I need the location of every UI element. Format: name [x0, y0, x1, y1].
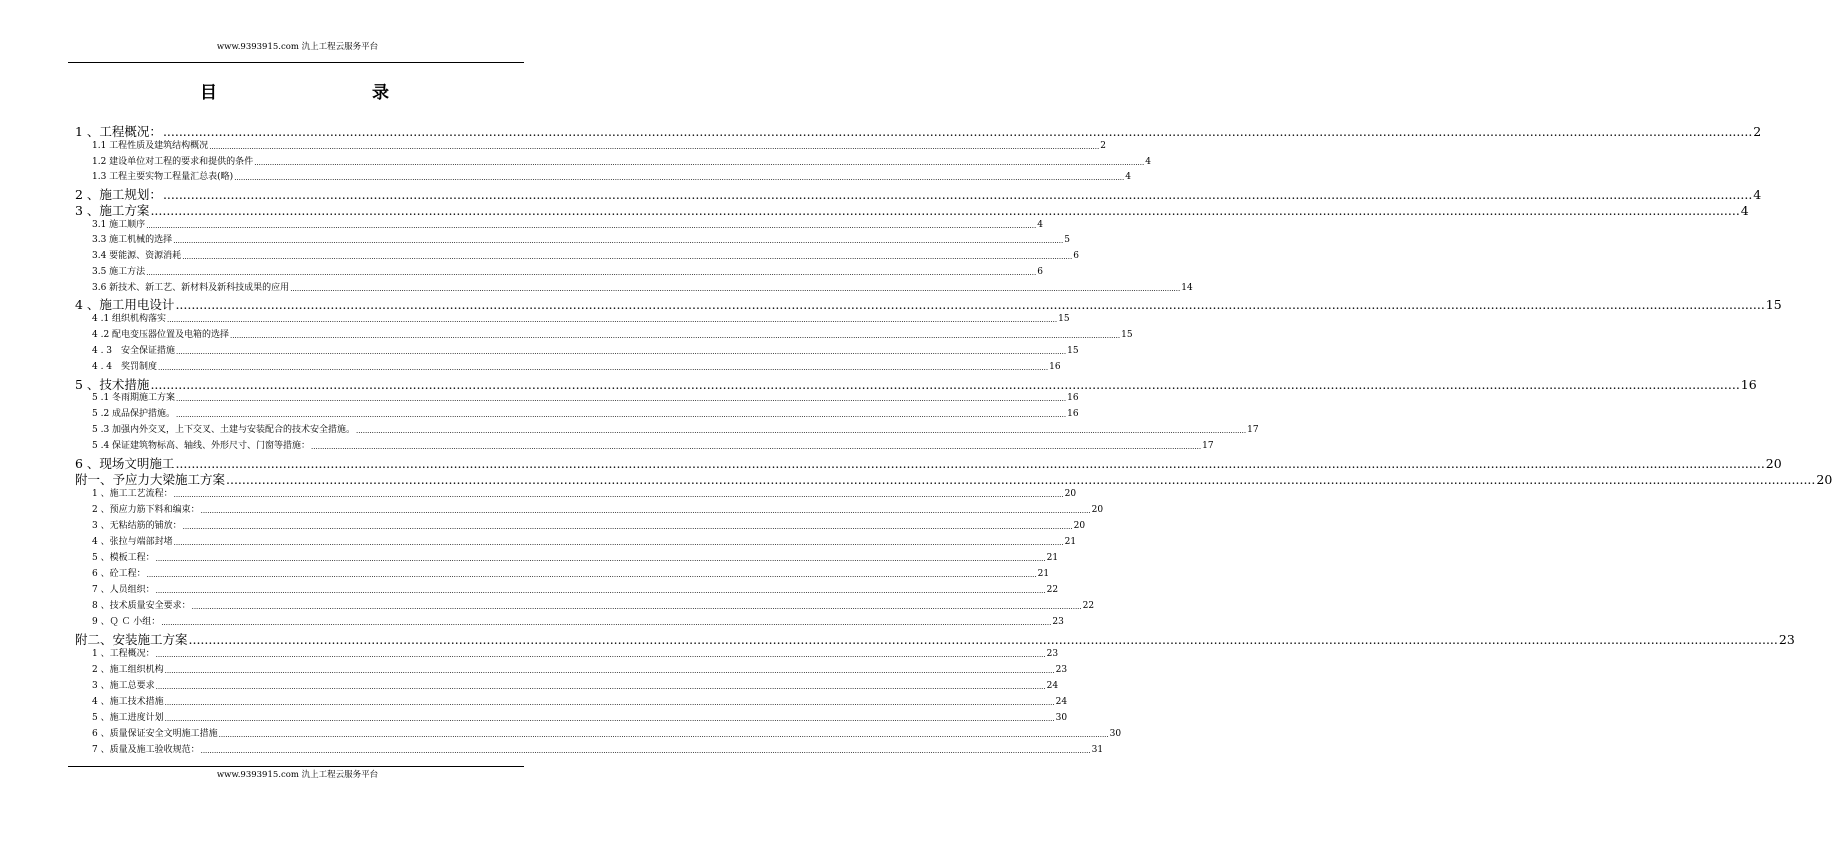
toc-leader-dots: ................................................................................................................................................................................................................................................................................................................................................................................................................ — [218, 731, 1109, 739]
toc-entry-chapter[interactable] — [75, 297, 1782, 312]
toc-entry-page-number: 15 — [1058, 314, 1070, 324]
toc-entry-page-number: 20 — [1091, 505, 1104, 515]
toc-entry-label: 2 、预应力筋下料和编束： — [92, 505, 200, 515]
toc-entry-label: 2 、施工组织机构 — [92, 665, 164, 675]
toc-entry-label: 4 、施工技术措施 — [92, 697, 164, 707]
toc-entry-page-number: 22 — [1082, 601, 1095, 611]
toc-leader-dots: ................................................................................................................................................................................................................................................................................................................................................................................................................ — [234, 174, 1125, 182]
footer-rule — [68, 766, 524, 767]
toc-entry-label: 5 、施工进度计划 — [92, 713, 164, 723]
toc-entry-chapter[interactable] — [75, 187, 1762, 202]
toc-entry-section[interactable] — [92, 536, 1077, 549]
toc-entry-label: 4 、张拉与端部封堵 — [92, 537, 173, 547]
toc-entry-label: 4 . 3 安全保证措施 — [92, 346, 176, 356]
toc-entry-section[interactable] — [92, 584, 1059, 597]
toc-entry-section[interactable] — [92, 219, 1043, 232]
toc-entry-label: 5 .3 加强内外交叉，上下交叉、土建与安装配合的技术安全措施。 — [92, 425, 356, 435]
toc-leader-dots: ................................................................................................................................................................................................................................................................................................................................................................................................................ — [173, 539, 1064, 547]
toc-leader-dots: ................................................................................................................................................................................................................................................................................................................................................................................................................ — [254, 159, 1145, 167]
toc-leader-dots: ................................................................................................................................................................................................................................................................................................................................................................................................................ — [188, 632, 1778, 647]
toc-entry-label: 附二、安装施工方案 — [75, 632, 188, 647]
toc-entry-label: 5 .4 保证建筑物标高、轴线、外形尺寸、门窗等措施： — [92, 441, 311, 451]
toc-entry-page-number: 21 — [1064, 537, 1077, 547]
toc-entry-chapter[interactable] — [75, 124, 1762, 139]
toc-entry-label: 3.4 要能源、资源消耗 — [92, 251, 182, 261]
toc-entry-page-number: 2 — [1753, 124, 1762, 139]
toc-entry-label: 1 、工程概况： — [75, 124, 162, 139]
toc-entry-label: 2 、施工规划： — [75, 187, 162, 202]
toc-entry-page-number: 16 — [1740, 377, 1757, 392]
toc-entry-section[interactable] — [92, 680, 1059, 693]
toc-leader-dots: ................................................................................................................................................................................................................................................................................................................................................................................................................ — [146, 571, 1037, 579]
toc-entry-page-number: 30 — [1055, 713, 1068, 723]
toc-leader-dots: ................................................................................................................................................................................................................................................................................................................................................................................................................ — [173, 491, 1064, 499]
toc-entry-page-number: 23 — [1055, 665, 1068, 675]
toc-entry-chapter[interactable] — [75, 472, 1832, 487]
toc-entry-page-number: 31 — [1091, 745, 1104, 755]
toc-leader-dots: ................................................................................................................................................................................................................................................................................................................................................................................................................ — [176, 411, 1067, 419]
toc-entry-label: 5 、技术措施 — [75, 377, 150, 392]
toc-entry-label: 4 . 4 奖罚制度 — [92, 362, 158, 372]
toc-entry-section[interactable] — [92, 664, 1068, 677]
toc-entry-section[interactable] — [92, 234, 1070, 247]
toc-entry-page-number: 20 — [1765, 456, 1782, 471]
toc-entry-section[interactable] — [92, 648, 1059, 661]
toc-entry-label: 附一、予应力大梁施工方案 — [75, 472, 226, 487]
toc-leader-dots: ................................................................................................................................................................................................................................................................................................................................................................................................................ — [162, 124, 1753, 139]
toc-leader-dots: ................................................................................................................................................................................................................................................................................................................................................................................................................ — [146, 269, 1037, 277]
toc-leader-dots: ................................................................................................................................................................................................................................................................................................................................................................................................................ — [209, 143, 1100, 151]
toc-entry-page-number: 17 — [1247, 425, 1259, 435]
toc-entry-section[interactable] — [92, 345, 1079, 358]
header-rule — [68, 62, 524, 63]
toc-entry-label: 3.5 施工方法 — [92, 267, 146, 277]
page-footer: www.9393915.com 氿上工程云服务平台 — [216, 770, 379, 780]
toc-entry-label: 6 、现场文明施工 — [75, 456, 175, 471]
toc-leader-dots: ................................................................................................................................................................................................................................................................................................................................................................................................................ — [200, 747, 1091, 755]
toc-entry-section[interactable] — [92, 361, 1061, 374]
toc-entry-section[interactable] — [92, 600, 1095, 613]
toc-leader-dots: ................................................................................................................................................................................................................................................................................................................................................................................................................ — [176, 395, 1067, 403]
toc-leader-dots: ................................................................................................................................................................................................................................................................................................................................................................................................................ — [164, 667, 1055, 675]
toc-leader-dots: ................................................................................................................................................................................................................................................................................................................................................................................................................ — [155, 683, 1046, 691]
toc-entry-label: 1 、施工工艺流程： — [92, 489, 173, 499]
toc-entry-label: 4 .2 配电变压器位置及电箱的选择 — [92, 330, 230, 340]
toc-leader-dots: ................................................................................................................................................................................................................................................................................................................................................................................................................ — [191, 603, 1082, 611]
toc-entry-chapter[interactable] — [75, 203, 1749, 218]
toc-leader-dots: ................................................................................................................................................................................................................................................................................................................................................................................................................ — [200, 507, 1091, 515]
toc-entry-label: 5 .2 成品保护措施。 — [92, 409, 176, 419]
toc-leader-dots: ................................................................................................................................................................................................................................................................................................................................................................................................................ — [175, 297, 1765, 312]
toc-entry-section[interactable] — [92, 408, 1079, 421]
toc-entry-label: 1 、工程概况： — [92, 649, 155, 659]
toc-entry-page-number: 20 — [1064, 489, 1077, 499]
page-header: www.9393915.com 氿上工程云服务平台 — [216, 42, 379, 52]
toc-leader-dots: ................................................................................................................................................................................................................................................................................................................................................................................................................ — [158, 364, 1049, 372]
toc-entry-section[interactable] — [92, 728, 1122, 741]
toc-entry-page-number: 16 — [1067, 409, 1079, 419]
toc-entry-section[interactable] — [92, 520, 1086, 533]
toc-entry-page-number: 15 — [1765, 297, 1782, 312]
toc-entry-label: 5 .1 冬雨期施工方案 — [92, 393, 176, 403]
toc-entry-section[interactable] — [92, 250, 1079, 263]
toc-leader-dots: ................................................................................................................................................................................................................................................................................................................................................................................................................ — [161, 619, 1052, 627]
toc-entry-label: 3.3 施工机械的选择 — [92, 235, 173, 245]
toc-leader-dots: ................................................................................................................................................................................................................................................................................................................................................................................................................ — [164, 699, 1055, 707]
toc-entry-label: 6 、质量保证安全文明施工措施 — [92, 729, 218, 739]
toc-leader-dots: ................................................................................................................................................................................................................................................................................................................................................................................................................ — [155, 651, 1046, 659]
toc-entry-section[interactable] — [92, 424, 1259, 437]
toc-entry-label: 5 、模板工程： — [92, 553, 155, 563]
toc-entry-page-number: 5 — [1064, 235, 1070, 245]
toc-entry-section[interactable] — [92, 266, 1043, 279]
toc-entry-label: 4 、施工用电设计 — [75, 297, 175, 312]
toc-entry-label: 3.1 施工顺序 — [92, 220, 146, 230]
toc-entry-section[interactable] — [92, 140, 1106, 153]
toc-entry-label: 7 、质量及施工验收规范： — [92, 745, 200, 755]
toc-entry-label: 3 、施工方案 — [75, 203, 150, 218]
toc-leader-dots: ................................................................................................................................................................................................................................................................................................................................................................................................................ — [162, 187, 1753, 202]
toc-entry-page-number: 20 — [1073, 521, 1086, 531]
toc-entry-section[interactable] — [92, 313, 1070, 326]
toc-entry-label: 3 、无粘结筋的铺放： — [92, 521, 182, 531]
toc-entry-page-number: 6 — [1037, 267, 1043, 277]
toc-entry-section[interactable] — [92, 568, 1050, 581]
toc-title-char-1: 目 — [200, 83, 217, 103]
toc-leader-dots: ................................................................................................................................................................................................................................................................................................................................................................................................................ — [173, 237, 1064, 245]
toc-entry-label: 6 、砼工程： — [92, 569, 146, 579]
toc-entry-page-number: 23 — [1046, 649, 1059, 659]
toc-entry-section[interactable] — [92, 171, 1131, 184]
toc-title — [0, 82, 595, 106]
toc-entry-section[interactable] — [92, 392, 1079, 405]
toc-entry-page-number: 16 — [1049, 362, 1061, 372]
toc-entry-page-number: 4 — [1037, 220, 1043, 230]
toc-leader-dots: ................................................................................................................................................................................................................................................................................................................................................................................................................ — [356, 427, 1247, 435]
toc-entry-page-number: 16 — [1067, 393, 1079, 403]
toc-entry-page-number: 4 — [1145, 157, 1151, 167]
toc-leader-dots: ................................................................................................................................................................................................................................................................................................................................................................................................................ — [150, 377, 1740, 392]
toc-entry-page-number: 17 — [1202, 441, 1214, 451]
toc-entry-label: 3 、施工总要求 — [92, 681, 155, 691]
toc-entry-label: 4 .1 组织机构落实 — [92, 314, 167, 324]
toc-leader-dots: ................................................................................................................................................................................................................................................................................................................................................................................................................ — [164, 715, 1055, 723]
toc-entry-page-number: 2 — [1100, 141, 1106, 151]
toc-entry-page-number: 14 — [1181, 283, 1193, 293]
toc-entry-chapter[interactable] — [75, 456, 1782, 471]
toc-entry-page-number: 23 — [1778, 632, 1795, 647]
toc-leader-dots: ................................................................................................................................................................................................................................................................................................................................................................................................................ — [182, 253, 1073, 261]
toc-entry-label: 1.2 建设单位对工程的要求和提供的条件 — [92, 157, 254, 167]
toc-entry-page-number: 22 — [1046, 585, 1059, 595]
toc-entry-section[interactable] — [92, 440, 1214, 453]
toc-entry-section[interactable] — [92, 712, 1068, 725]
toc-entry-page-number: 24 — [1046, 681, 1059, 691]
toc-leader-dots: ................................................................................................................................................................................................................................................................................................................................................................................................................ — [226, 472, 1816, 487]
toc-entry-label: 9 、Ｑ Ｃ 小组： — [92, 617, 161, 627]
toc-entry-page-number: 24 — [1055, 697, 1068, 707]
toc-entry-section[interactable] — [92, 156, 1151, 169]
toc-leader-dots: ................................................................................................................................................................................................................................................................................................................................................................................................................ — [150, 203, 1740, 218]
toc-entry-page-number: 23 — [1052, 617, 1064, 627]
toc-leader-dots: ................................................................................................................................................................................................................................................................................................................................................................................................................ — [167, 316, 1058, 324]
toc-entry-section[interactable] — [92, 696, 1068, 709]
toc-title-char-2: 录 — [372, 83, 389, 103]
toc-entry-page-number: 30 — [1109, 729, 1122, 739]
toc-entry-page-number: 15 — [1121, 330, 1133, 340]
toc-leader-dots: ................................................................................................................................................................................................................................................................................................................................................................................................................ — [155, 555, 1046, 563]
toc-entry-chapter[interactable] — [75, 377, 1757, 392]
toc-entry-chapter[interactable] — [75, 632, 1795, 647]
toc-leader-dots: ................................................................................................................................................................................................................................................................................................................................................................................................................ — [311, 443, 1202, 451]
toc-entry-section[interactable] — [92, 552, 1059, 565]
toc-entry-label: 3.6 新技术、新工艺、新材料及新科技成果的应用 — [92, 283, 290, 293]
toc-entry-label: 1.1 工程性质及建筑结构概况 — [92, 141, 209, 151]
toc-leader-dots: ................................................................................................................................................................................................................................................................................................................................................................................................................ — [290, 285, 1181, 293]
toc-entry-page-number: 4 — [1125, 172, 1131, 182]
toc-leader-dots: ................................................................................................................................................................................................................................................................................................................................................................................................................ — [175, 456, 1765, 471]
toc-entry-page-number: 4 — [1753, 187, 1762, 202]
toc-entry-section[interactable] — [92, 744, 1104, 757]
toc-entry-label: 7 、人员组织： — [92, 585, 155, 595]
toc-leader-dots: ................................................................................................................................................................................................................................................................................................................................................................................................................ — [182, 523, 1073, 531]
toc-entry-section[interactable] — [92, 488, 1077, 501]
toc-entry-page-number: 6 — [1073, 251, 1079, 261]
toc-leader-dots: ................................................................................................................................................................................................................................................................................................................................................................................................................ — [176, 348, 1067, 356]
toc-entry-label: 1.3 工程主要实物工程量汇总表(略) — [92, 172, 234, 182]
toc-entry-section[interactable] — [92, 616, 1064, 629]
toc-leader-dots: ................................................................................................................................................................................................................................................................................................................................................................................................................ — [155, 587, 1046, 595]
toc-entry-page-number: 4 — [1740, 203, 1749, 218]
toc-entry-section[interactable] — [92, 504, 1104, 517]
toc-leader-dots: ................................................................................................................................................................................................................................................................................................................................................................................................................ — [146, 222, 1037, 230]
toc-entry-page-number: 15 — [1067, 346, 1079, 356]
toc-entry-page-number: 20 — [1816, 472, 1832, 487]
toc-entry-section[interactable] — [92, 282, 1193, 295]
toc-leader-dots: ................................................................................................................................................................................................................................................................................................................................................................................................................ — [230, 332, 1121, 340]
toc-entry-page-number: 21 — [1046, 553, 1059, 563]
toc-entry-page-number: 21 — [1037, 569, 1050, 579]
toc-entry-section[interactable] — [92, 329, 1133, 342]
toc-entry-label: 8 、技术质量安全要求： — [92, 601, 191, 611]
